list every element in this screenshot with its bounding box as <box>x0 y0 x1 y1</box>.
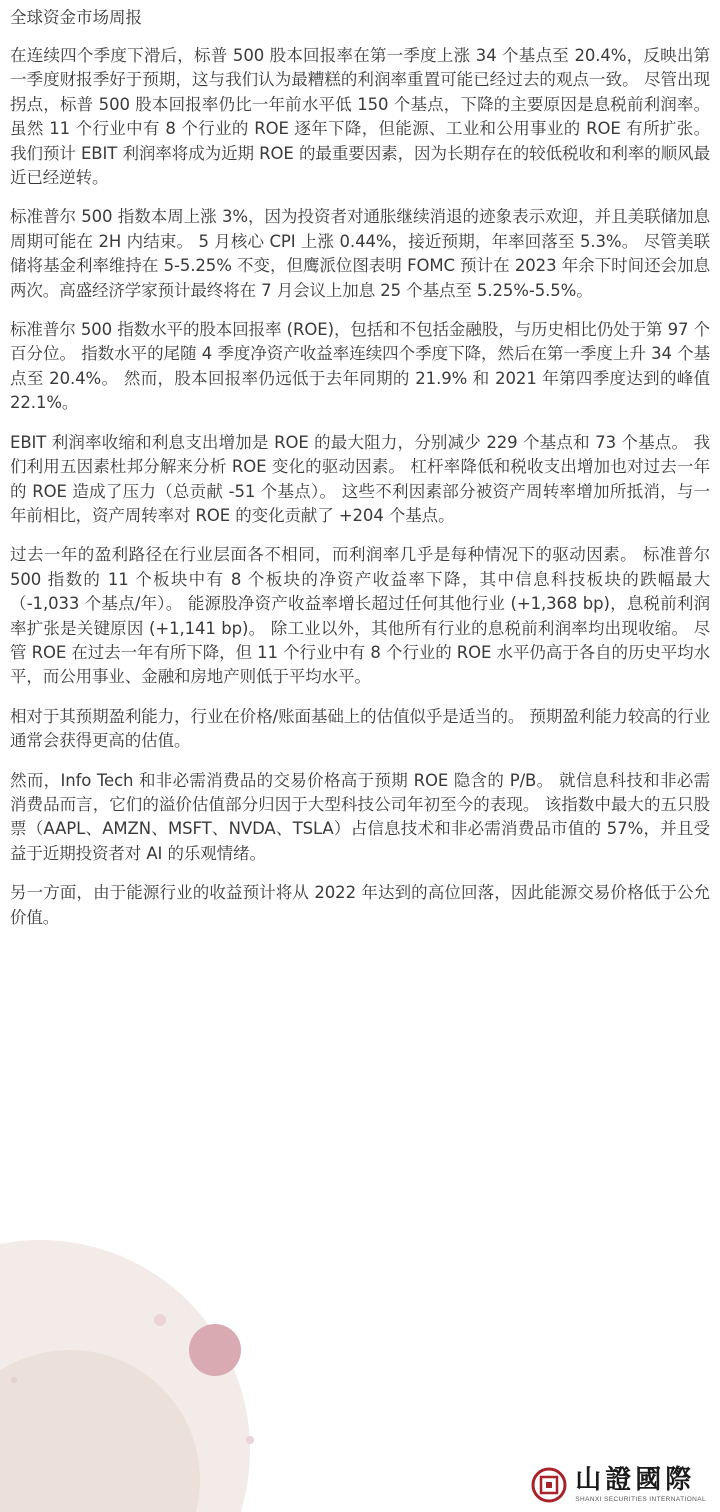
paragraph-5: 过去一年的盈利路径在行业层面各不相同，而利润率几乎是每种情况下的驱动因素。 标准普尔 500 指数的 11 个板块中有 8 个板块的净资产收益率下降，其中信息科技板块的跌幅最大（-1,033 个基点/年）。 能源股净资产收益率增长超过任何其他行业 (+1,368 bp)，息税前利润率扩张是关键原因 (+1,141 bp)。 除工业以外，其他所有行业的息税前利润率均出现收缩。 尽管 ROE 在过去一年有所下降，但 11 个行业中有 8 个行业的 ROE 水平仍高于各自的历史平均水平，而公用事业、金融和房地产则低于平均水平。 <box>10 545 710 687</box>
paragraph-4: EBIT 利润率收缩和利息支出增加是 ROE 的最大阻力，分别减少 229 个基点和 73 个基点。 我们利用五因素杜邦分解来分析 ROE 变化的驱动因素。 杠杆率降低和税收支出增加也对过去一年的 ROE 造成了压力（总贡献 -51 个基点）。 这些不利因素部分被资产周转率增加所抵消，与一年前相比，资产周转率对 ROE 的变化贡献了 +204 个基点。 <box>10 432 710 525</box>
brand-name: 山證國際 <box>575 1465 696 1495</box>
paragraph-3: 标准普尔 500 指数水平的股本回报率 (ROE)，包括和不包括金融股，与历史相比仍处于第 97 个百分位。 指数水平的尾随 4 季度净资产收益率连续四个季度下降，然后在第一季度上升 34 个基点至 20.4%。 然而，股本回报率仍远低于去年同期的 21.9% 和 2021 年第四季度达到的峰值 22.1%。 <box>10 320 710 413</box>
brand-logo <box>531 1465 706 1504</box>
paragraph-6: 相对于其预期盈利能力，行业在价格/账面基础上的估值似乎是适当的。 预期盈利能力较高的行业通常会获得更高的估值。 <box>10 706 710 751</box>
paragraph-2: 标准普尔 500 指数本周上涨 3%，因为投资者对通胀继续消退的迹象表示欢迎，并且美联储加息周期可能在 2H 内结束。 5 月核心 CPI 上涨 0.44%，接近预期，年率回落至 5.3%。 尽管美联储将基金利率维持在 5-5.25% 不变，但鹰派位图表明 FOMC 预计在 2023 年余下时间还会加息两次。高盛经济学家预计最终将在 7 月会议上加息 25 个基点至 5.25%-5.5%。 <box>10 207 710 300</box>
paragraph-7: 然而，Info Tech 和非必需消费品的交易价格高于预期 ROE 隐含的 P/B。 就信息科技和非必需消费品而言，它们的溢价估值部分归因于大型科技公司年初至今的表现。 该指数中最大的五只股票（AAPL、AMZN、MSFT、NVDA、TSLA）占信息技术和非必需消费品市值的 57%，并且受益于近期投资者对 AI 的乐观情绪。 <box>10 770 710 863</box>
page-title: 全球资金市场周报 <box>10 8 142 27</box>
paragraph-1: 在连续四个季度下滑后，标普 500 股本回报率在第一季度上涨 34 个基点至 20.4%，反映出第一季度财报季好于预期，这与我们认为最糟糕的利润率重置可能已经过去的观点一致。 尽管出现拐点，标普 500 股本回报率仍比一年前水平低 150 个基点，下降的主要原因是息税前利润率。 虽然 11 个行业中有 8 个行业的 ROE 逐年下降，但能源、工业和公用事业的 ROE 有所扩张。 我们预计 EBIT 利润率将成为近期 ROE 的最重要因素，因为长期存在的较低税收和利率的顺风最近已经逆转。 <box>10 46 710 188</box>
brand-seal-icon <box>531 1467 567 1503</box>
article <box>10 6 710 945</box>
brand-subtitle: SHANXI SECURITIES INTERNATIONAL <box>575 1496 706 1503</box>
paragraph-8: 另一方面，由于能源行业的收益预计将从 2022 年达到的高位回落，因此能源交易价格低于公允价值。 <box>10 883 710 927</box>
